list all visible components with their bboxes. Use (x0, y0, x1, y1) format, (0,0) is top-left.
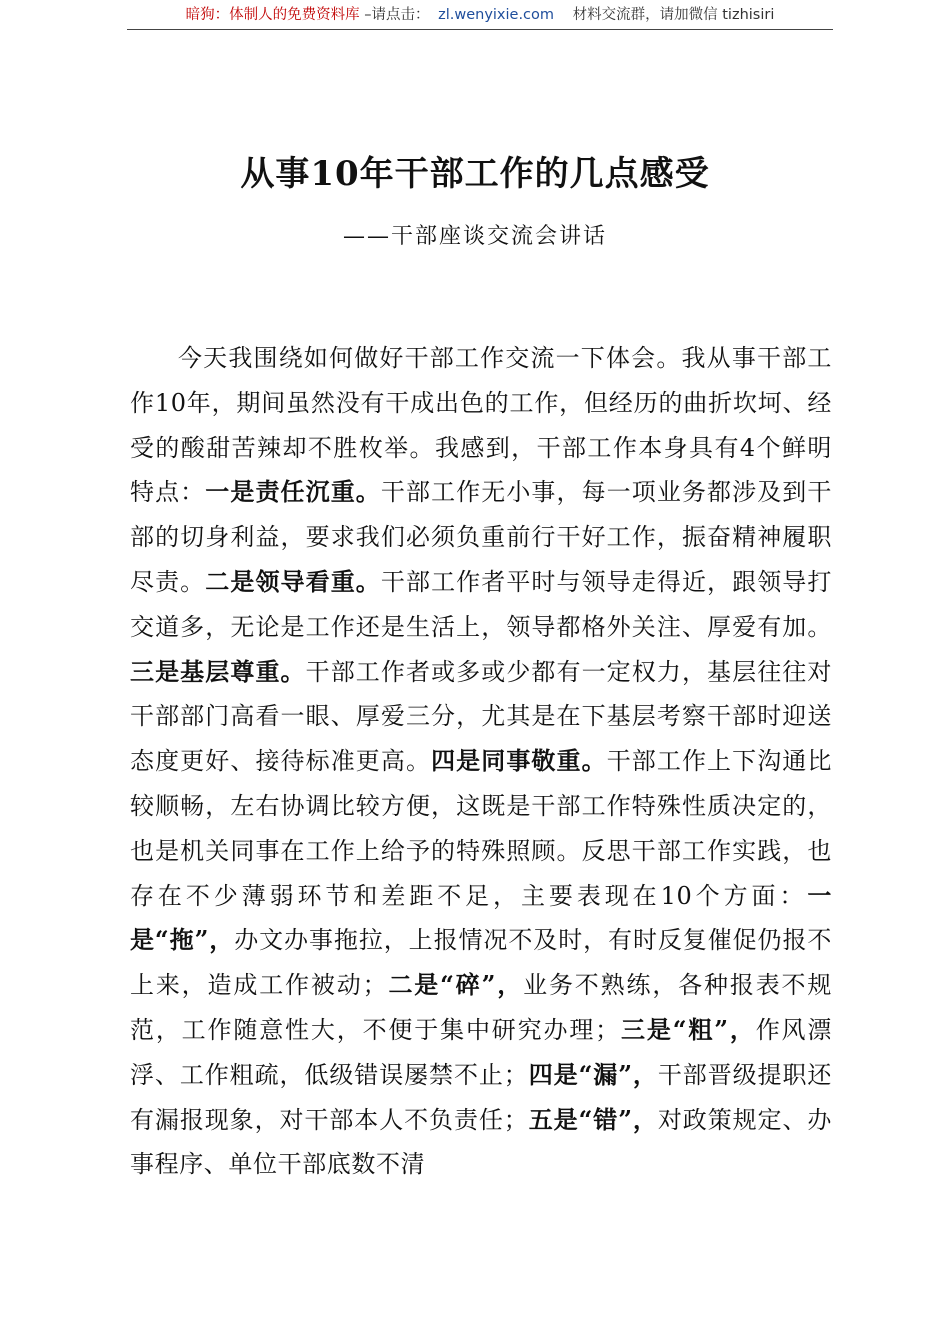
header-brand: 暗狗：体制人的免费资料库 (185, 7, 360, 23)
body-text-run: 业务不熟练，各种报表不规范，工作随意性大，不便于集中研究办理； (130, 971, 833, 1044)
bold-point-label: 五是“错”， (528, 1104, 658, 1134)
bold-point-label: 二是领导看重。 (205, 566, 381, 596)
header-wechat-note: 材料交流群，请加微信 tizhisiri (572, 7, 775, 23)
bold-point-label: 四是“漏”， (528, 1059, 658, 1089)
body-text-run: 干部工作无小事，每一项业务都涉及到干部的切身利益，要求我们必须负重前行干好工作，振奋精神履职尽责。 (130, 478, 832, 596)
header-url-link[interactable]: zl.wenyixie.com (438, 7, 555, 23)
document-subtitle: ——干部座谈交流会讲话 (342, 224, 607, 249)
document-title: 从事10年干部工作的几点感受 (240, 154, 710, 194)
body-text-run: 今天我围绕如何做好干部工作交流一下体会。我从事干部工作10年，期间虽然没有干成出色的工作，但经历的曲折坎坷、经受的酸甜苦辣却不胜枚举。我感到，干部工作本身具有4个鲜明特点： (130, 344, 832, 507)
page-header (127, 4, 833, 26)
bold-point-label: 三是“粗”， (619, 1014, 756, 1044)
body-text-run: 干部晋级提职还有漏报现象，对干部本人不负责任； (130, 1060, 832, 1134)
body-text-run: 作风漂浮、工作粗疏，低级错误屡禁不止； (130, 1015, 832, 1089)
header-divider (127, 29, 833, 30)
body-paragraph (130, 336, 832, 1187)
body-text-run: 办文办事拖拉，上报情况不及时，有时反复催促仍报不上来，造成工作被动； (130, 926, 832, 1000)
header-click-prompt: –请点击： (364, 7, 430, 23)
body-text-run: 干部工作上下沟通比较顺畅，左右协调比较方便，这既是干部工作特殊性质决定的，也是机关同事在工作上给予的特殊照顾。反思干部工作实践，也存在不少薄弱环节和差距不足，主要表现在10个方面： (130, 747, 832, 910)
body-text-run: 干部工作者平时与领导走得近，跟领导打交道多，无论是工作还是生活上，领导都格外关注、厚爱有加。 (130, 567, 832, 641)
bold-point-label: 一是责任沉重。 (205, 477, 381, 507)
bold-point-label: 一是“拖”， (130, 880, 832, 955)
body-text-run: 对政策规定、办事程序、单位干部底数不清 (130, 1105, 832, 1179)
bold-point-label: 四是同事敬重。 (431, 746, 607, 776)
bold-point-label: 二是“碎”， (387, 970, 524, 1000)
body-text-run: 干部工作者或多或少都有一定权力，基层往往对干部部门高看一眼、厚爱三分，尤其是在下基层考察干部时迎送态度更好、接待标准更高。 (130, 657, 832, 776)
bold-point-label: 三是基层尊重。 (130, 656, 306, 686)
